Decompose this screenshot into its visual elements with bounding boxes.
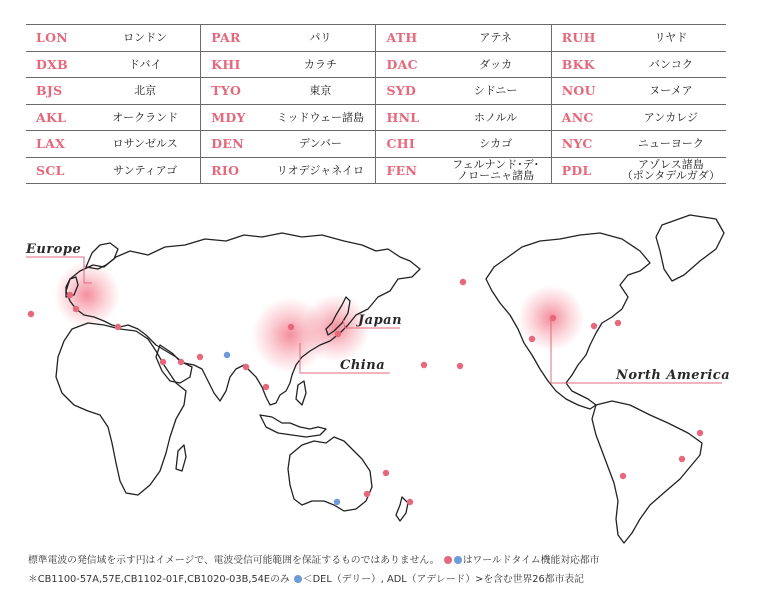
city-code: DAC	[376, 51, 441, 78]
city-marker	[73, 306, 79, 312]
city-name: 北京	[90, 78, 201, 105]
city-marker	[550, 315, 556, 321]
city-name: ドバイ	[90, 51, 201, 78]
city-code: SCL	[26, 157, 90, 184]
city-name: サンティアゴ	[90, 157, 201, 184]
city-marker	[457, 363, 463, 369]
city-code: CHI	[376, 131, 441, 158]
city-code: ANC	[551, 104, 616, 131]
city-marker	[243, 364, 249, 370]
footnote-legend-26-cities: ＜DEL（デリー）, ADL（アデレード）>を含む世界26都市表記	[302, 574, 584, 585]
city-name: ミッドウェー諸島	[265, 104, 376, 131]
city-code: AKL	[26, 104, 90, 131]
legend-pink-dot	[444, 556, 452, 564]
city-code: RIO	[201, 157, 266, 184]
city-code: FEN	[376, 157, 441, 184]
city-marker	[697, 430, 703, 436]
city-name: ロンドン	[90, 25, 201, 52]
city-marker	[679, 456, 685, 462]
city-table-row	[26, 131, 726, 158]
city-code: DEN	[201, 131, 266, 158]
city-code: MDY	[201, 104, 266, 131]
city-table-row	[26, 104, 726, 131]
legend-blue-dot	[454, 556, 462, 564]
city-marker	[115, 324, 121, 330]
city-code: BKK	[551, 51, 616, 78]
city-code: PAR	[201, 25, 266, 52]
label-japan: Japan	[358, 313, 403, 328]
footnote-line-1	[28, 552, 599, 566]
city-code-table	[26, 24, 726, 184]
city-code: DXB	[26, 51, 90, 78]
city-marker-adl	[334, 499, 340, 505]
city-marker-del	[224, 352, 230, 358]
city-name: カラチ	[265, 51, 376, 78]
city-code: SYD	[376, 78, 441, 105]
south-america-outline	[592, 401, 702, 543]
city-name: シドニー	[441, 78, 552, 105]
city-code: RUH	[551, 25, 616, 52]
city-code: PDL	[551, 157, 616, 184]
world-map	[0, 205, 764, 550]
city-code: NYC	[551, 131, 616, 158]
city-marker	[529, 336, 535, 342]
city-marker	[28, 311, 34, 317]
city-marker	[364, 491, 370, 497]
footnote-models: ＊CB1100-57A,57E,CB1102-01F,CB1020-03B,54Eのみ	[28, 574, 290, 585]
city-name: パリ	[265, 25, 376, 52]
city-table-row	[26, 51, 726, 78]
city-marker	[288, 324, 294, 330]
city-table-row	[26, 78, 726, 105]
city-name: アンカレジ	[616, 104, 726, 131]
footnote-disclaimer: 標準電波の発信域を示す円はイメージで、電波受信可能範囲を保証するものではありません。	[28, 555, 440, 566]
city-marker	[615, 320, 621, 326]
city-name: ニューヨーク	[616, 131, 726, 158]
label-north-america: North America	[616, 368, 731, 383]
city-marker	[197, 354, 203, 360]
city-marker	[178, 359, 184, 365]
city-name: アテネ	[441, 25, 552, 52]
city-name: ホノルル	[441, 104, 552, 131]
city-name: オークランド	[90, 104, 201, 131]
city-name: バンコク	[616, 51, 726, 78]
city-marker	[407, 499, 413, 505]
city-name: シカゴ	[441, 131, 552, 158]
city-name: リヤド	[616, 25, 726, 52]
philippines-outline	[296, 381, 306, 405]
australia-outline	[288, 437, 372, 511]
city-marker	[620, 473, 626, 479]
indonesia-outline	[260, 415, 326, 437]
new-zealand-outline	[396, 497, 408, 521]
city-code: KHI	[201, 51, 266, 78]
city-name: デンバー	[265, 131, 376, 158]
city-code: ATH	[376, 25, 441, 52]
city-code: HNL	[376, 104, 441, 131]
city-table-row	[26, 25, 726, 52]
city-code: NOU	[551, 78, 616, 105]
city-marker	[421, 362, 427, 368]
city-code: LAX	[26, 131, 90, 158]
city-code: LON	[26, 25, 90, 52]
label-europe: Europe	[26, 242, 82, 257]
city-code: BJS	[26, 78, 90, 105]
city-name: アゾレス諸島 （ポンタデルガダ）	[616, 157, 726, 184]
signal-areas	[54, 262, 584, 373]
city-name: 東京	[265, 78, 376, 105]
madagascar-outline	[176, 445, 186, 471]
footnote-line-2	[28, 571, 584, 585]
legend-blue-dot-2	[294, 575, 302, 583]
city-marker	[383, 470, 389, 476]
city-marker	[460, 279, 466, 285]
city-marker	[335, 331, 341, 337]
footnote-legend-world-time: はワールドタイム機能対応都市	[462, 555, 600, 566]
city-name: ヌーメア	[616, 78, 726, 105]
city-marker	[591, 323, 597, 329]
city-name: フェルナンド･デ･ ノローニャ諸島	[441, 157, 552, 184]
city-marker	[67, 292, 73, 298]
city-name: ダッカ	[441, 51, 552, 78]
city-marker	[263, 384, 269, 390]
city-name: ロサンゼルス	[90, 131, 201, 158]
city-code: TYO	[201, 78, 266, 105]
city-name: リオデジャネイロ	[265, 157, 376, 184]
city-marker	[160, 359, 166, 365]
label-china: China	[340, 358, 386, 373]
greenland-outline	[656, 215, 724, 281]
city-table-row	[26, 157, 726, 184]
signal-area-europe	[54, 262, 120, 328]
